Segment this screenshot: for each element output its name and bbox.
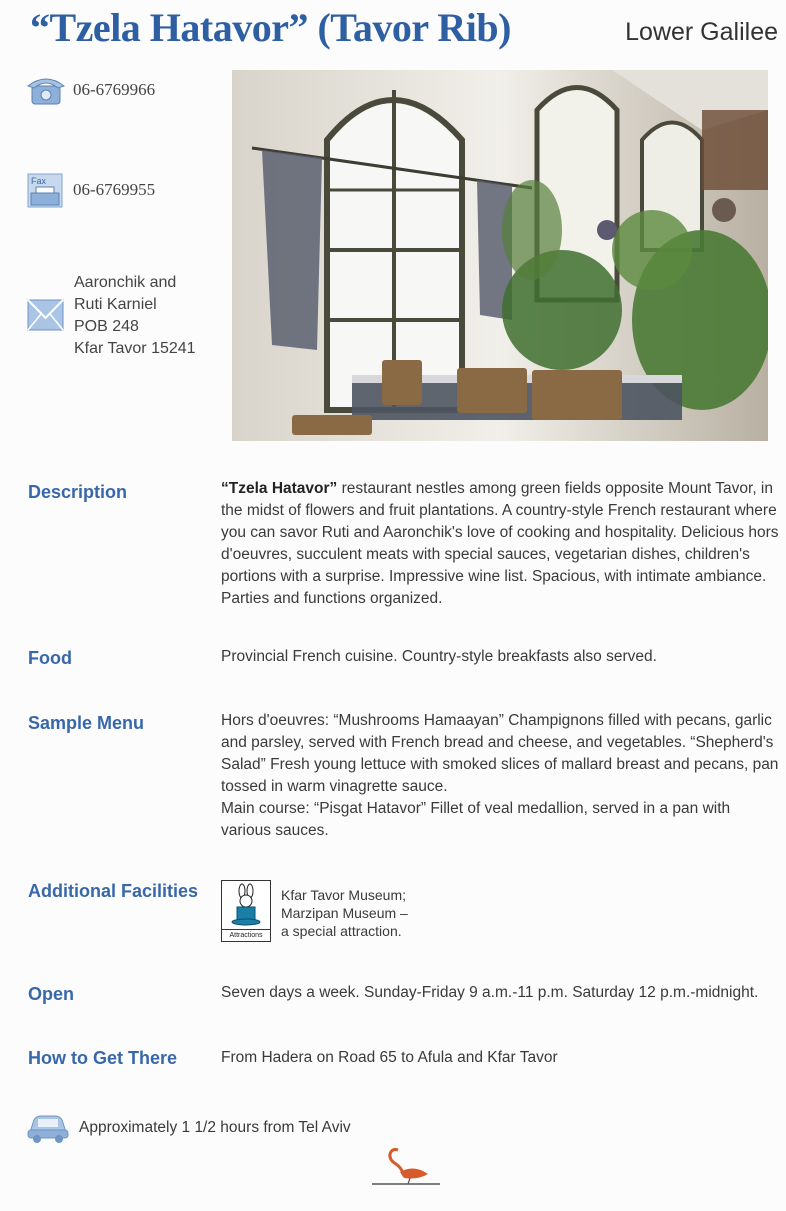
region-label: Lower Galilee [625,18,778,46]
address-line: Aaronchik and [74,274,177,291]
fax-number: 06-6769955 [73,180,156,199]
food-label: Food [28,648,72,668]
mailing-address [74,272,196,360]
facility-line: a special attraction. [281,923,402,939]
address-line: Ruti Karniel [74,296,157,313]
opening-hours: Seven days a week. Sunday-Friday 9 a.m.-11 p.m. Saturday 12 p.m.-midnight. [221,984,759,1001]
additional-facilities-label: Additional Facilities [28,881,199,901]
address-line: POB 248 [74,318,139,335]
page-title: “Tzela Hatavor” (Tavor Rib) [30,5,511,50]
description-label: Description [28,482,128,502]
address-line: Kfar Tavor 15241 [74,340,196,357]
open-label: Open [28,984,75,1004]
description-text [221,478,783,610]
food-text: Provincial French cuisine. Country-style breakfasts also served. [221,648,657,665]
directions-label: How to Get There [28,1048,178,1068]
travel-time-text: Approximately 1 1/2 hours from Tel Aviv [79,1119,351,1136]
menu-paragraph: Main course: “Pisgat Hatavor” Fillet of veal medallion, served in a pan with various sauces. [221,800,731,839]
facilities-text [281,886,408,940]
description-body: restaurant nestles among green fields opposite Mount Tavor, in the midst of flowers and fruit plantations. A country-style French restaurant where you can savor Ruti and Aaronchik's love of cooking and hospitality. Delicious hors d'oeuvres, succulent meats with special sauces, vegetarian dishes, children's portions with a surprise. Impressive wine list. Spacious, with intimate ambiance. Parties and functions organized. [221,480,779,607]
restaurant-name-lead: “Tzela Hatavor” [221,480,338,497]
magic-hat-rabbit-icon [221,880,271,942]
directions-text: From Hadera on Road 65 to Afula and Kfar Tavor [221,1049,558,1066]
phone-number: 06-6769966 [73,80,156,99]
attractions-caption: Attractions [222,929,270,941]
fax-icon [27,173,65,207]
envelope-icon [27,298,65,332]
car-icon [26,1110,70,1144]
restaurant-interior-photo [232,70,768,441]
flamingo-logo [370,1146,442,1190]
menu-paragraph: Hors d'oeuvres: “Mushrooms Hamaayan” Champignons filled with pecans, garlic and parsley, served with French bread and cheese, and vegetables. “Shepherd's Salad” Fresh young lettuce with smoked slices of mallard breast and pecans, pan tossed in warm vinagrette sauce. [221,712,779,795]
facility-line: Marzipan Museum – [281,905,408,921]
fax-icon-label: Fax [31,176,47,186]
sample-menu-text [221,710,783,842]
telephone-icon [26,72,64,106]
facility-line: Kfar Tavor Museum; [281,887,407,903]
sample-menu-label: Sample Menu [28,713,145,733]
